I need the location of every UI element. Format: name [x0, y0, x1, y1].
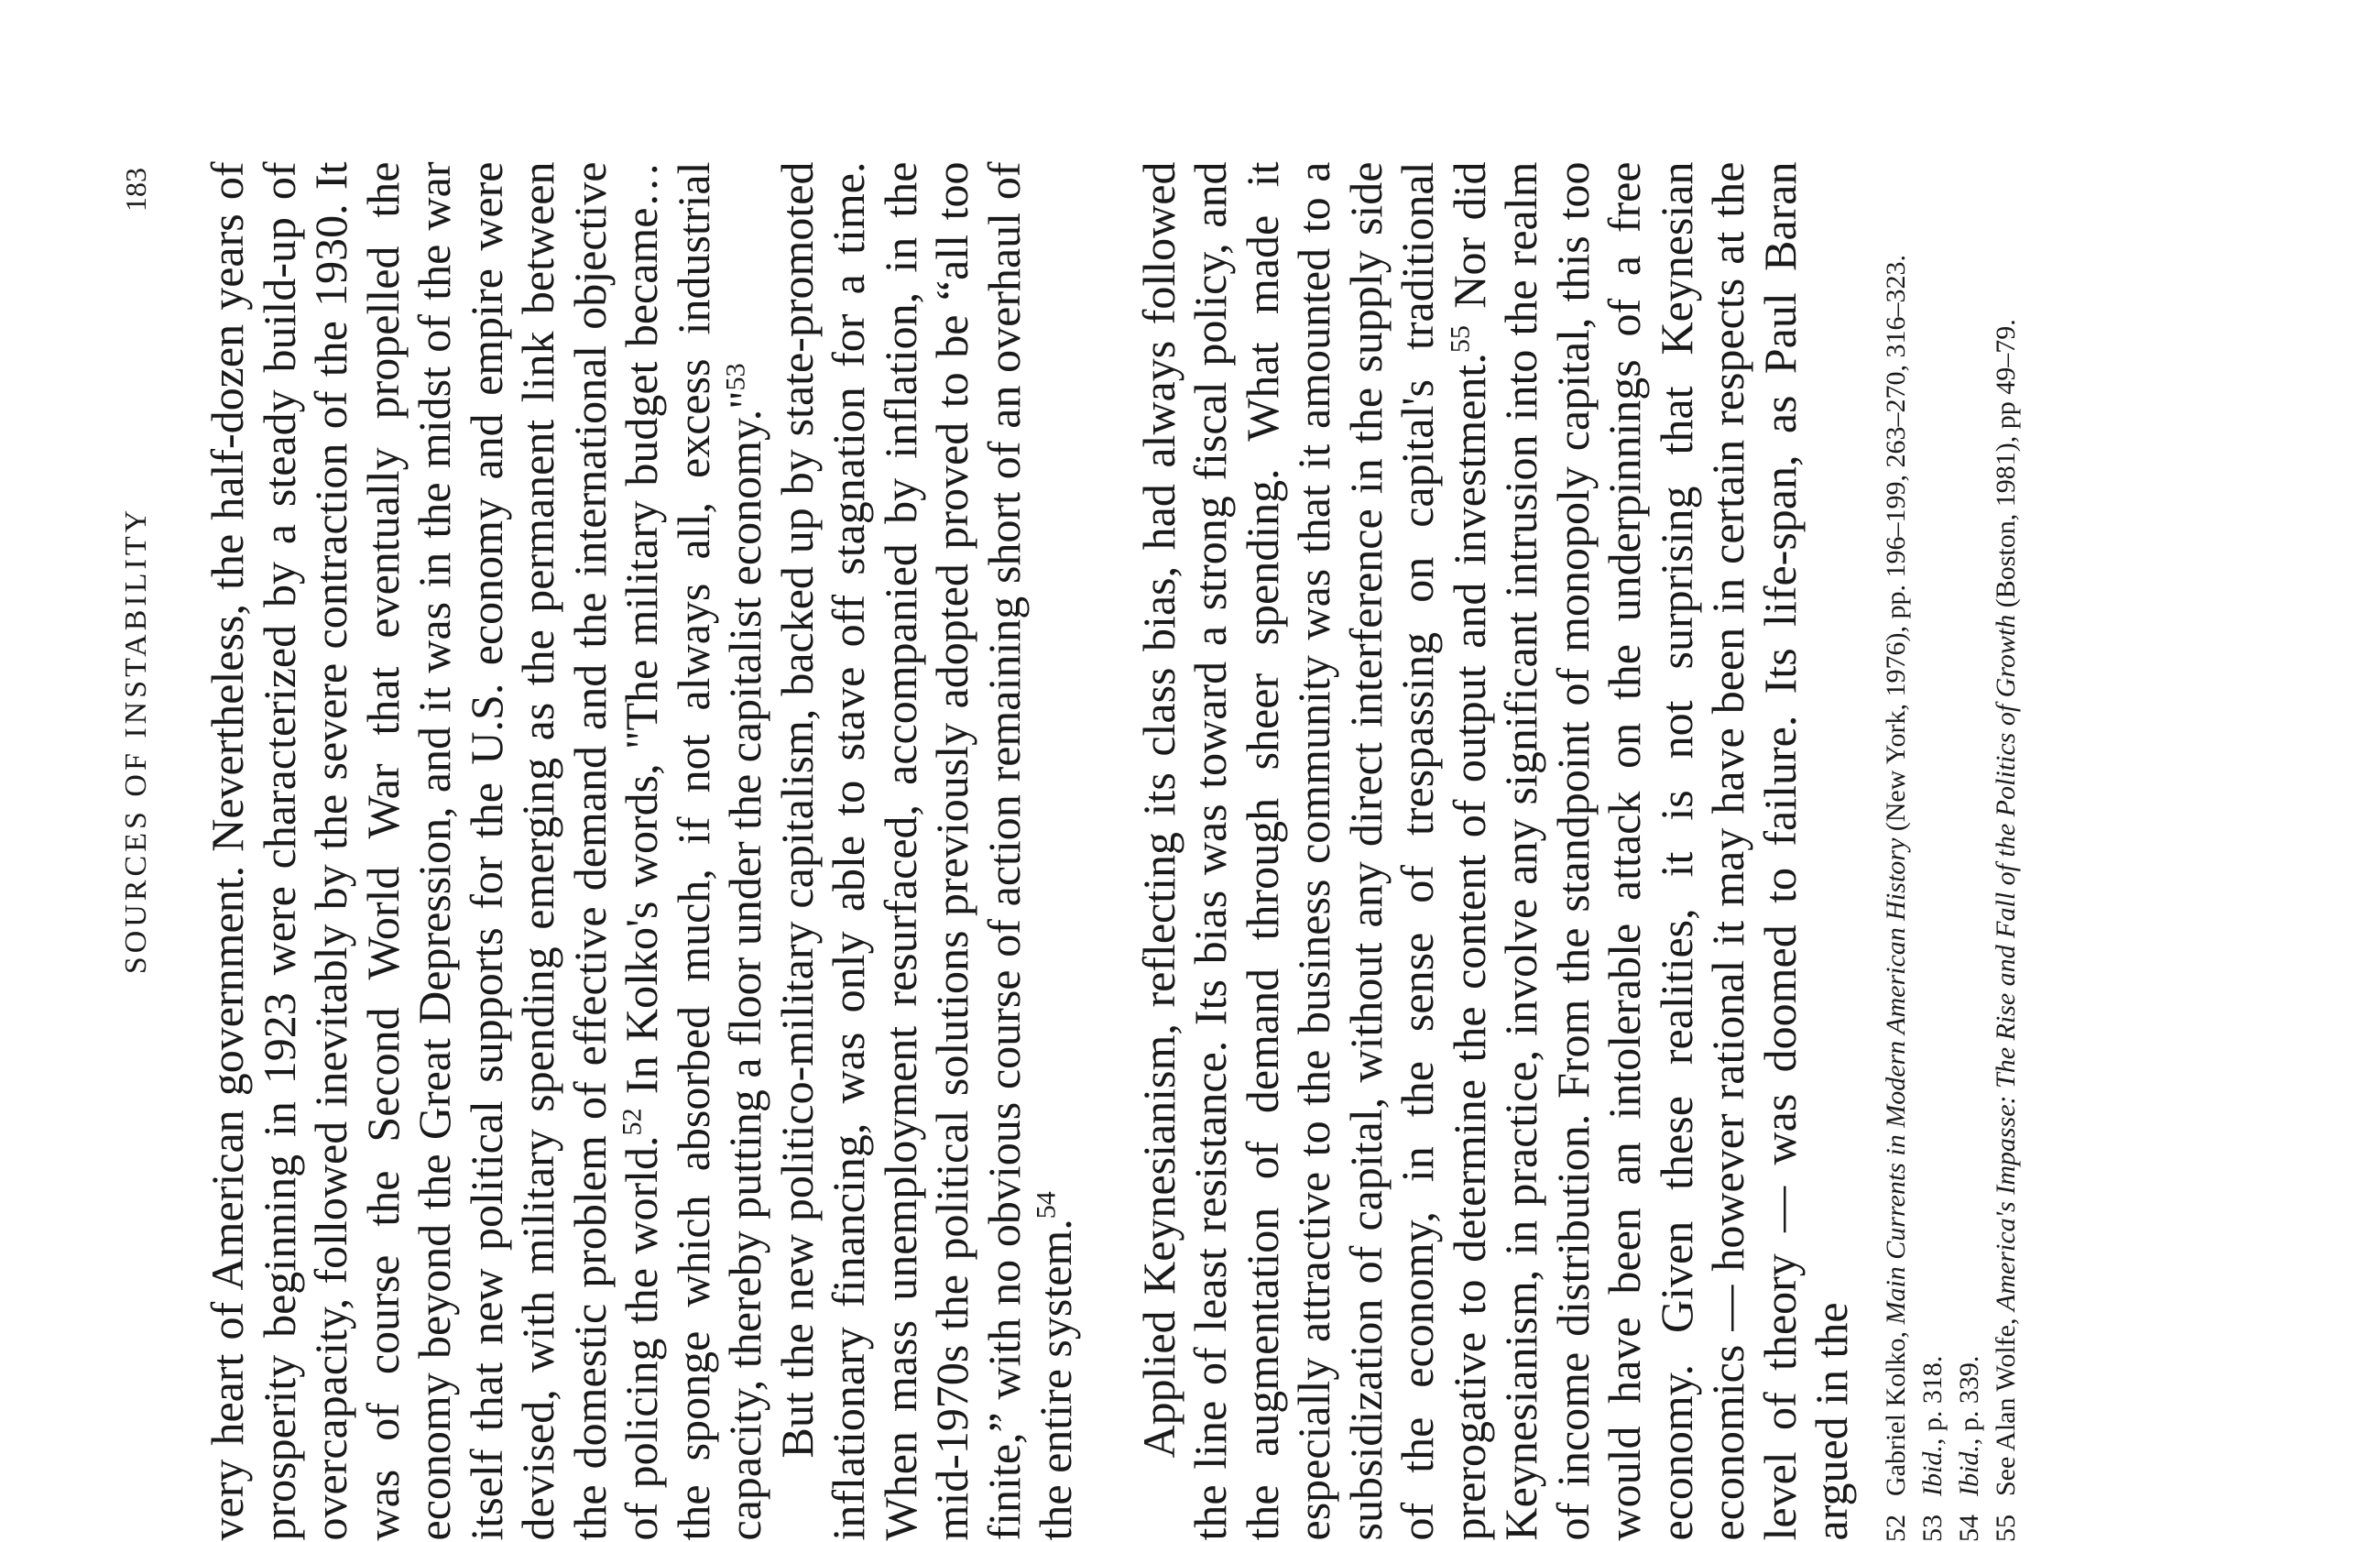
footnote-52 [1878, 168, 1915, 1542]
footnote-text: (Boston, 1981), pp 49–79. [1991, 319, 2021, 615]
page-header [119, 168, 165, 1313]
footnote-title: Ibid. [1917, 1445, 1948, 1496]
footnote-text: (New York, 1976), pp. 196–199, 263–270, 316–323. [1881, 255, 1911, 838]
paragraph-1-text: very heart of American government. Nevertheless, the half-dozen years of prosperity beginning in 1923 were characterized by a steady build-up of overcapacity, followed inevitably by the severe contraction of the 1930. It was of course the Second World War that eventually propelled the economy beyond the Great Depression, and it was in the midst of the war itself that new political supports for the U.S. economy and empire were devised, with military spending emerging as the permanent link between the domestic problem of effective demand and the international objective of policing the world. [202, 161, 667, 1541]
paragraph-1 [202, 162, 771, 1541]
body-text [202, 162, 1858, 1541]
footnote-ref-53: 53 [720, 363, 751, 391]
footnote-number: 55 [1991, 1515, 2021, 1542]
footnote-ref-52: 52 [617, 1108, 648, 1136]
footnote-title: America's Impasse: The Rise and Fall of the Politics of Growth [1991, 614, 2021, 1311]
footnote-number: 54 [1954, 1515, 1984, 1542]
paragraph-3-text: Applied Keynesianism, reflecting its class bias, had always followed the line of least resistance. Its bias was toward a strong fiscal policy, and the augmentation of demand through sheer spending. What made it especially attractive to the business community was that it amounted to a subsidization of capital, without any direct interference in the supply side of the economy, in the sense of trespassing on capital's traditional prerogative to determine the content of output and investment. [1132, 161, 1495, 1541]
footnote-text: , p. 339. [1954, 1355, 1984, 1446]
paragraph-3-text-cont: Nor did Keynesianism, in practice, involve any significant intrusion into the realm of income distribution. From the standpoint of monopoly capital, this too would have been an intolerable attack on the underpinnings of a free economy. Given these realities, it is not surprising that Keynesian economics — however rational it may have been in certain respects at the level of theory — was doomed to failure. Its life-span, as Paul Baran argued in the [1443, 161, 1857, 1541]
footnotes [1878, 168, 2025, 1542]
running-head: SOURCES OF INSTABILITY [119, 506, 153, 975]
footnote-ref-55: 55 [1444, 325, 1475, 354]
footnote-ref-54: 54 [1031, 1191, 1062, 1219]
paragraph-3 [1133, 162, 1858, 1541]
footnote-number: 53 [1917, 1515, 1948, 1542]
footnote-55 [1988, 168, 2025, 1542]
paragraph-1-text-cont: In Kolko's words, "The military budget became… the sponge which absorbed much, if not always all, excess industrial capacity, thereby putting a floor under the capitalist economy." [616, 161, 770, 1541]
footnote-number: 52 [1881, 1515, 1911, 1542]
footnote-54 [1951, 168, 1988, 1542]
page-number: 183 [119, 168, 152, 212]
footnote-text: , p. 318. [1917, 1355, 1948, 1446]
footnote-text: See Alan Wolfe, [1991, 1311, 2021, 1496]
footnote-53 [1915, 168, 1951, 1542]
paragraph-2-text: But the new politico-military capitalism, backed up by state-promoted inflationary financing, was only able to stave off stagnation for a time. When mass unemployment resurfaced, accompanied by inflation, in the mid-1970s the political solutions previously adopted proved to be “all too finite,” with no obvious course of action remaining short of an overhaul of the entire system. [770, 161, 1081, 1541]
footnote-title: Main Currents in Modern American History [1881, 837, 1911, 1325]
footnote-title: Ibid. [1954, 1445, 1984, 1496]
paragraph-2 [771, 162, 1082, 1541]
footnote-text: Gabriel Kolko, [1881, 1324, 1911, 1496]
